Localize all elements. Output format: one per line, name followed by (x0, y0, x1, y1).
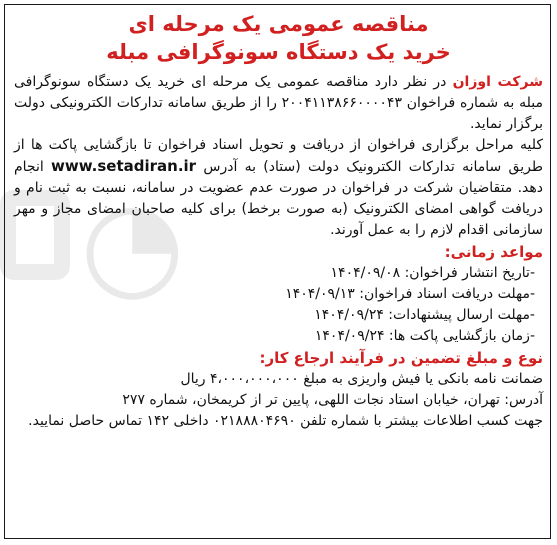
procedure-paragraph (14, 135, 543, 241)
procedure-text-1: کلیه مراحل برگزاری فراخوان از دریافت و تحویل اسناد فراخوان تا بازگشایی پاکت ها از طریق سامانه تدارکات الکترونیک دولت (ستاد) به آدرس (14, 137, 543, 175)
company-name: شرکت اوزان (452, 74, 543, 90)
tender-notice (14, 10, 543, 432)
intro-paragraph (14, 72, 543, 135)
title-line-1: مناقصه عمومی یک مرحله ای (128, 12, 429, 36)
schedule-item-submit: -مهلت ارسال پیشنهادات: ۱۴۰۴/۰۹/۲۴ (314, 307, 535, 323)
schedule-heading: مواعد زمانی: (444, 243, 543, 261)
setad-url[interactable]: www.setadiran.ir (51, 157, 197, 175)
intro-text-1: در نظر دارد مناقصه عمومی یک مرحله ای خرید یک دستگاه سونوگرافی مبله به شماره فراخوان (14, 74, 543, 111)
schedule-item-receive: -مهلت دریافت اسناد فراخوان: ۱۴۰۴/۰۹/۱۳ (285, 286, 535, 302)
schedule-item-publish: -تاریخ انتشار فراخوان: ۱۴۰۴/۰۹/۰۸ (330, 265, 535, 281)
contact-text: جهت کسب اطلاعات بیشتر با شماره تلفن ۰۲۱۸۸۸۰۴۶۹۰ داخلی ۱۴۲ تماس حاصل نمایید. (28, 413, 543, 429)
watermark-mark: ◔ (80, 175, 185, 314)
intro-text-2: را از طریق سامانه تدارکات الکترونیکی دولت برگزار نماید. (14, 95, 543, 132)
procedure-text-2: انجام دهد. متقاضیان شرکت در فراخوان در صورت عدم عضویت در سامانه، نسبت به ثبت نام و دریافت گواهی امضای الکترونیک (به صورت برخط) برای کلیه صاحبان امضای مجاز و مهر سازمانی اقدام لازم را به عمل آورند. (14, 159, 543, 238)
guarantee-text: ضمانت نامه بانکی یا فیش واریزی به مبلغ ۴،۰۰۰،۰۰۰،۰۰۰ ریال (180, 371, 543, 387)
guarantee-heading: نوع و مبلغ تضمین در فرآیند ارجاع کار: (259, 349, 543, 367)
call-number: ۲۰۰۴۱۱۳۸۶۶۰۰۰۰۴۳ (281, 95, 402, 111)
address-text: آدرس: تهران، خیابان استاد نجات اللهی، پایین تر از کریمخان، شماره ۲۷۷ (122, 392, 543, 408)
title-line-2: خرید یک دستگاه سونوگرافی مبله (106, 40, 451, 64)
schedule-item-opening: -زمان بازگشایی پاکت ها: ۱۴۰۴/۰۹/۲۴ (314, 328, 535, 344)
